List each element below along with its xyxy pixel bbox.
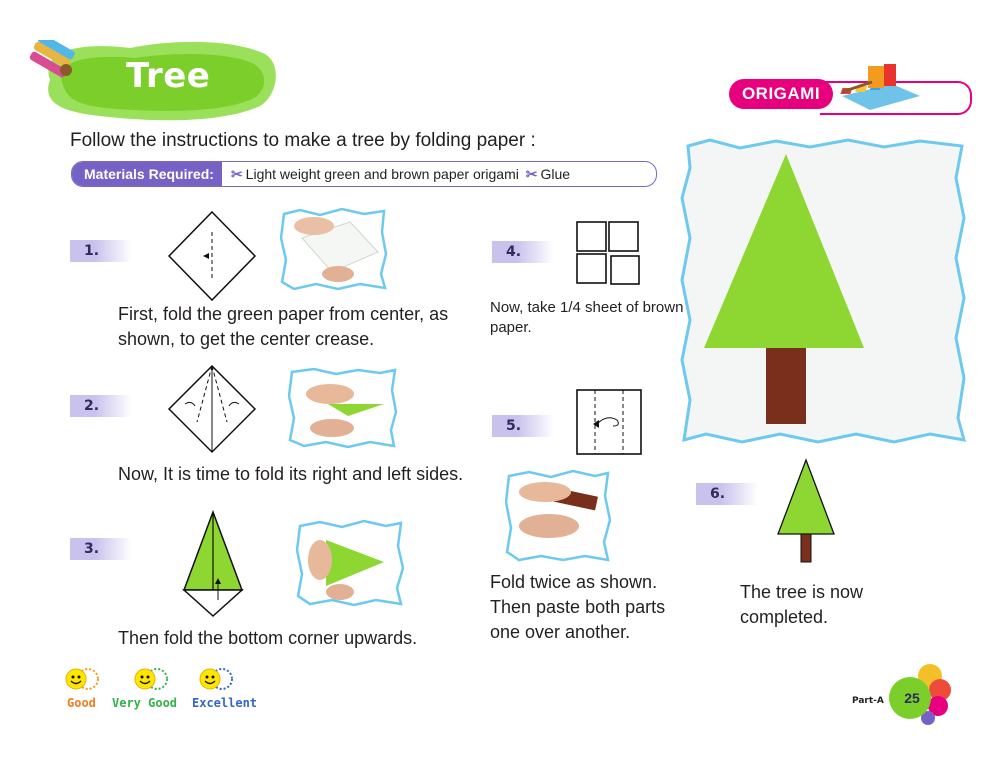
- smiley-icon: [198, 668, 234, 690]
- scissors-icon: ✂: [230, 165, 243, 182]
- page-number: 25: [904, 690, 920, 706]
- smiley-icon: [64, 668, 100, 690]
- step-description: Now, take 1/4 sheet of brown paper.: [490, 299, 684, 336]
- step-description: The tree is now completed.: [740, 582, 864, 627]
- step-number: 2.: [70, 395, 132, 417]
- rating-very-good[interactable]: Very Good: [112, 696, 178, 710]
- page-title: Tree: [126, 56, 211, 96]
- step-number: 5.: [492, 415, 554, 437]
- step-number: 3.: [70, 538, 132, 560]
- scissors-icon: ✂: [525, 165, 538, 182]
- step-photo: [296, 520, 404, 606]
- step-description: Fold twice as shown. Then paste both parts one over another.: [490, 572, 666, 642]
- instructions-intro: Follow the instructions to make a tree by folding paper :: [70, 130, 536, 151]
- step-photo: [505, 470, 611, 562]
- fold-diagram: [180, 510, 246, 618]
- crayons-icon: [22, 40, 92, 90]
- fold-diagram: [167, 210, 257, 302]
- rating-excellent[interactable]: Excellent: [192, 696, 258, 710]
- step-description: Then fold the bottom corner upwards.: [118, 628, 418, 648]
- smiley-icon: [133, 668, 169, 690]
- materials-label: Materials Required:: [72, 162, 222, 186]
- paintbox-icon: [832, 62, 922, 112]
- material-item: Glue: [540, 165, 571, 182]
- step-photo: [288, 368, 398, 448]
- quarter-sheet-diagram: [575, 220, 641, 286]
- step-number: 4.: [492, 241, 554, 263]
- step-number: 1.: [70, 240, 132, 262]
- tree-diagram: [776, 458, 836, 564]
- rating-good[interactable]: Good: [67, 696, 96, 710]
- materials-list: [222, 166, 570, 183]
- step-photo: [280, 208, 388, 290]
- fold-diagram: [167, 364, 257, 454]
- part-label: Part-A: [852, 696, 884, 706]
- finished-tree-photo: [680, 138, 968, 444]
- step-description: First, fold the green paper from center, as shown, to get the center crease.: [118, 304, 449, 349]
- fold-diagram: [575, 388, 643, 456]
- step-number: 6.: [696, 483, 758, 505]
- material-item: Light weight green and brown paper origami: [245, 165, 519, 182]
- materials-bar: [71, 161, 657, 187]
- category-badge: ORIGAMI: [729, 79, 833, 109]
- step-description: Now, It is time to fold its right and left sides.: [118, 464, 464, 484]
